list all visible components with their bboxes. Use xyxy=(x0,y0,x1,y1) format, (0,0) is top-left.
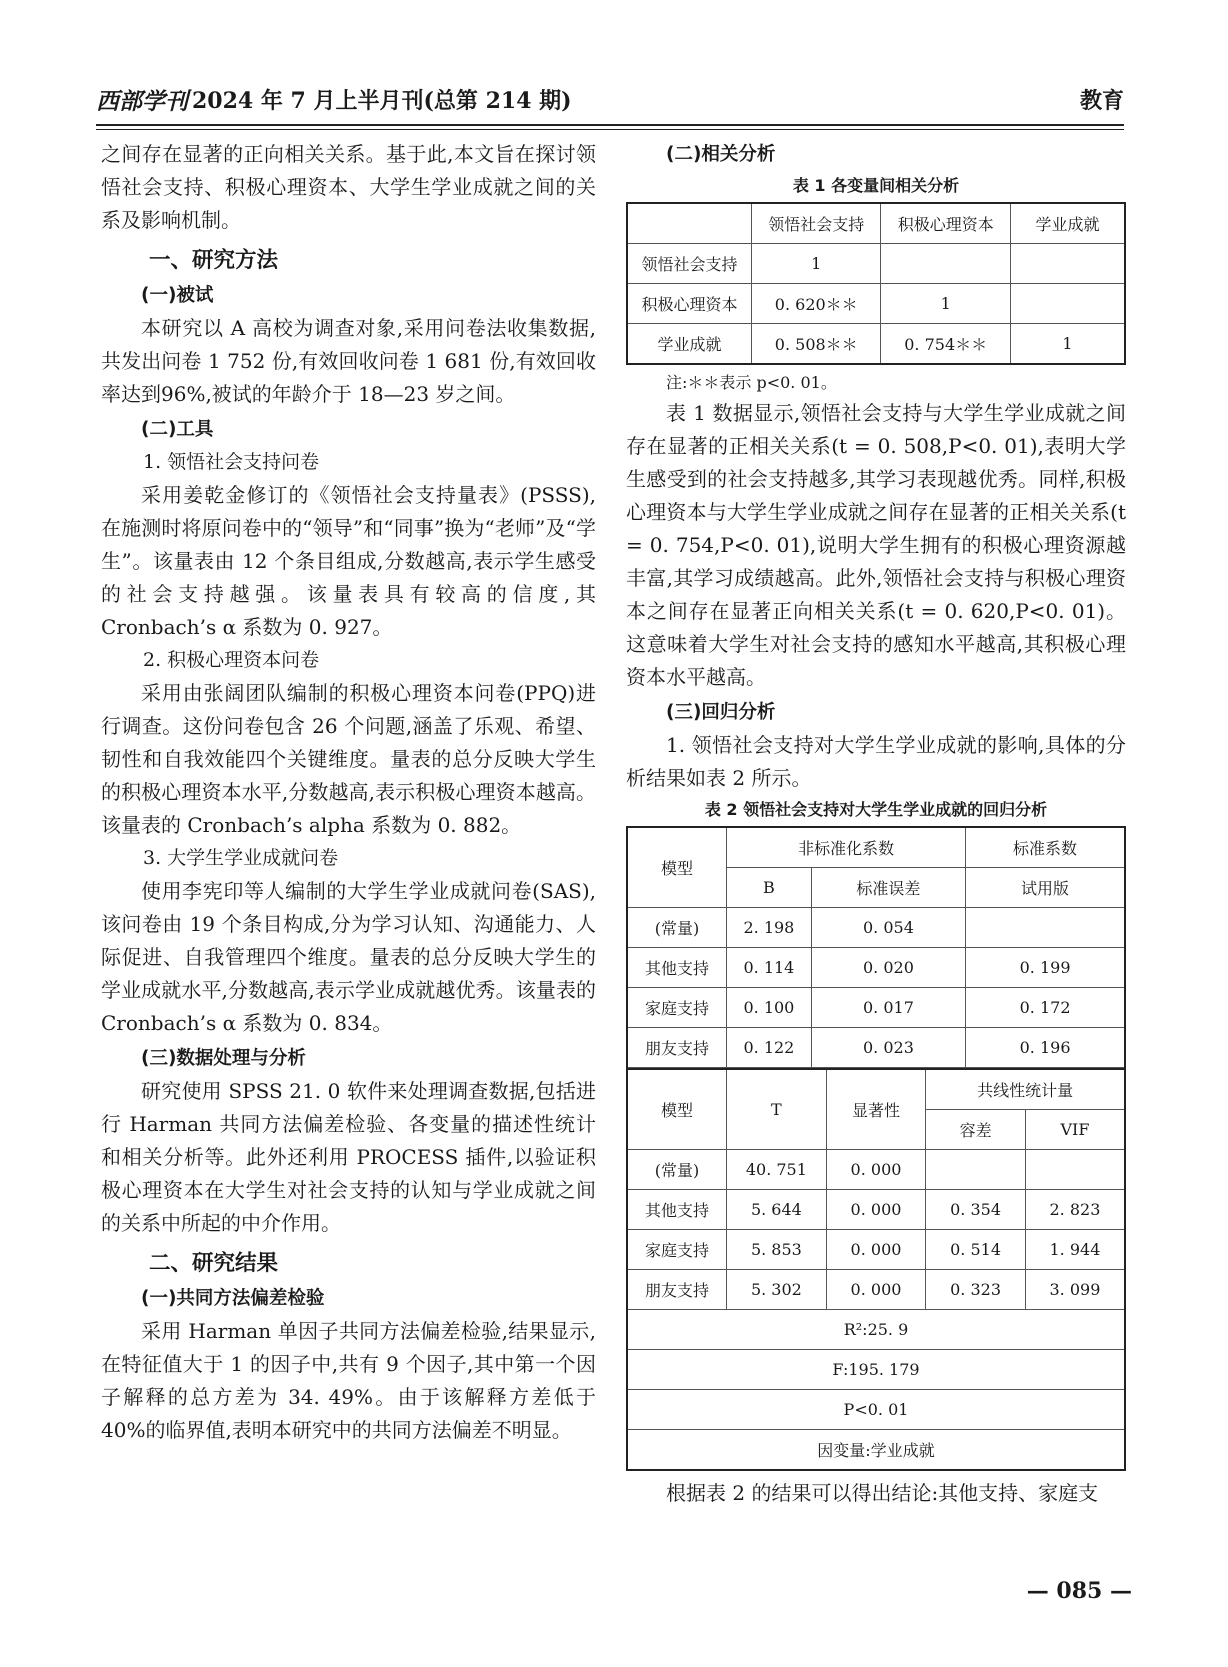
table1-caption: 表 1 各变量间相关分析 xyxy=(792,176,960,195)
table-cell xyxy=(1010,244,1125,284)
table-cell: 0. 000 xyxy=(826,1270,926,1310)
paragraph-correlation: 表 1 数据显示,领悟社会支持与大学生学业成就之间存在显著的正相关关系(t = 0. 508,P<0. 01),表明大学生感受到的社会支持越多,其学习表现越优秀。同样,积极心理资本与大学生学业成就之间存在显著的正相关关系(t = 0. 754,P<0. 01),说明大学生拥有的积极心理资源越丰富,其学习成绩越高。此外,领悟社会支持与积极心理资本之间存在显著正向相关关系(t = 0. 620,P<0. 01)。这意味着大学生对社会支持的感知水平越高,其积极心理资本水平越高。 xyxy=(626,401,1126,689)
table-cell: 领悟社会支持 xyxy=(752,203,881,244)
table-row xyxy=(627,988,1125,1028)
tool-heading-1: 1. 领悟社会支持问卷 xyxy=(143,451,320,473)
table1-note: 注:＊＊表示 p<0. 01。 xyxy=(666,373,837,392)
table-cell xyxy=(966,908,1125,948)
table-cell xyxy=(627,203,752,244)
table-cell: 试用版 xyxy=(966,868,1125,908)
table-cell: 朋友支持 xyxy=(627,1270,727,1310)
table-cell: 40. 751 xyxy=(727,1150,827,1190)
table-cell: 0. 508＊＊ xyxy=(752,324,881,365)
tool-heading-3: 3. 大学生学业成就问卷 xyxy=(143,847,339,869)
table-row-summary xyxy=(627,1390,1125,1430)
paragraph-tool-3: 使用李宪印等人编制的大学生学业成就问卷(SAS),该问卷由 19 个条目构成,分为学习认知、沟通能力、人际促进、自我管理四个维度。量表的总分反映大学生的学业成就水平,分数越高,表示学业成就越优秀。该量表的 Cronbach’s α 系数为 0. 834。 xyxy=(101,879,596,1035)
table-cell: 0. 054 xyxy=(811,908,965,948)
table-cell: 1 xyxy=(752,244,881,284)
journal-issue xyxy=(96,83,572,116)
table-row-summary xyxy=(627,1430,1125,1471)
table-cell: 2. 823 xyxy=(1025,1190,1125,1230)
paragraph-subjects: 本研究以 A 高校为调查对象,采用问卷法收集数据,共发出问卷 1 752 份,有效回收问卷 1 681 份,有效回收率达到96%,被试的年龄介于 18—23 岁之间。 xyxy=(101,316,596,406)
table-cell: 1 xyxy=(1010,324,1125,365)
table-row xyxy=(627,948,1125,988)
paragraph-method-bias: 采用 Harman 单因子共同方法偏差检验,结果显示,在特征值大于 1 的因子中,共有 9 个因子,其中第一个因子解释的总方差为 34. 49%。由于该解释方差低于 40%的临界值,表明本研究中的共同方法偏差不明显。 xyxy=(101,1319,596,1442)
p-value-cell: P<0. 01 xyxy=(627,1390,1125,1430)
issue-label: 2024 年 7 月上半月刊(总第 214 期) xyxy=(192,87,572,114)
table-row xyxy=(627,284,1125,324)
table-cell: 0. 122 xyxy=(727,1028,812,1068)
table-cell xyxy=(926,1150,1026,1190)
table-cell: 家庭支持 xyxy=(627,1230,727,1270)
paragraph-regression: 1. 领悟社会支持对大学生学业成就的影响,具体的分析结果如表 2 所示。 xyxy=(626,733,1126,790)
table-cell: 显著性 xyxy=(826,1069,926,1150)
section-label: 教育 xyxy=(1079,88,1124,114)
table-cell: 0. 754＊＊ xyxy=(881,324,1010,365)
table-row xyxy=(627,908,1125,948)
paragraph-data-analysis: 研究使用 SPSS 21. 0 软件来处理调查数据,包括进行 Harman 共同方法偏差检验、各变量的描述性统计和相关分析等。此外还利用 PROCESS 插件,以验证积极心理资本在大学生对社会支持的认知与学业成就之间的关系中所起的中介作用。 xyxy=(101,1079,596,1235)
table-cell: 容差 xyxy=(926,1110,1026,1150)
table-cell: 5. 853 xyxy=(727,1230,827,1270)
paragraph-conclusion-start: 根据表 2 的结果可以得出结论:其他支持、家庭支 xyxy=(666,1481,1099,1505)
header-rule-thin xyxy=(96,129,1124,130)
table-row xyxy=(627,1028,1125,1068)
table-cell: T xyxy=(727,1069,827,1150)
table-header-row xyxy=(627,1069,1125,1110)
section-heading-methods: 一、研究方法 xyxy=(149,248,279,273)
table-cell: 0. 100 xyxy=(727,988,812,1028)
paragraph-tool-1: 采用姜乾金修订的《领悟社会支持量表》(PSSS),在施测时将原问卷中的“领导”和“同事”换为“老师”及“学生”。该量表由 12 个条目组成,分数越高,表示学生感受的社会支持越强。该量表具有较高的信度,其 Cronbach’s α 系数为 0. 927。 xyxy=(101,483,596,639)
table-cell: 其他支持 xyxy=(627,1190,727,1230)
table-header-row xyxy=(627,203,1125,244)
subheading-correlation: (二)相关分析 xyxy=(666,144,776,165)
table-header-row xyxy=(627,827,1125,868)
page-number: — 085 — xyxy=(1026,1578,1132,1604)
header-rule-thick xyxy=(96,124,1124,126)
table-row xyxy=(627,244,1125,284)
table-cell: 0. 354 xyxy=(926,1190,1026,1230)
table-cell: 非标准化系数 xyxy=(727,827,966,868)
tool-heading-2: 2. 积极心理资本问卷 xyxy=(143,649,320,671)
table-cell: 5. 644 xyxy=(727,1190,827,1230)
paragraph-tool-2: 采用由张阔团队编制的积极心理资本问卷(PPQ)进行调查。这份问卷包含 26 个问题,涵盖了乐观、希望、韧性和自我效能四个关键维度。量表的总分反映大学生的积极心理资本水平,分数越高,表示积极心理资本越高。该量表的 Cronbach’s alpha 系数为 0. 882。 xyxy=(101,681,596,837)
table-cell: 学业成就 xyxy=(1010,203,1125,244)
table-cell: 积极心理资本 xyxy=(881,203,1010,244)
table-row-summary xyxy=(627,1350,1125,1390)
table-row-summary xyxy=(627,1310,1125,1350)
table-cell: 0. 000 xyxy=(826,1190,926,1230)
table-cell: 共线性统计量 xyxy=(926,1069,1125,1110)
table-cell: 1. 944 xyxy=(1025,1230,1125,1270)
table-cell: 标准误差 xyxy=(811,868,965,908)
table-cell xyxy=(881,244,1010,284)
table-cell: 0. 020 xyxy=(811,948,965,988)
regression-table-collinearity xyxy=(626,1068,1126,1471)
table-cell: 模型 xyxy=(627,1069,727,1150)
table-cell: 0. 172 xyxy=(966,988,1125,1028)
subheading-subjects: (一)被试 xyxy=(141,285,214,306)
table-row xyxy=(627,1230,1125,1270)
regression-table-coefficients xyxy=(626,826,1126,1068)
paragraph-intro-end: 之间存在显著的正向相关关系。基于此,本文旨在探讨领悟社会支持、积极心理资本、大学生学业成就之间的关系及影响机制。 xyxy=(101,142,596,232)
table-cell: 0. 000 xyxy=(826,1230,926,1270)
table-cell: 学业成就 xyxy=(627,324,752,365)
table-cell xyxy=(1025,1150,1125,1190)
table-row xyxy=(627,324,1125,365)
table-row xyxy=(627,1270,1125,1310)
table2-caption: 表 2 领悟社会支持对大学生学业成就的回归分析 xyxy=(704,800,1048,819)
table-cell: 领悟社会支持 xyxy=(627,244,752,284)
table-cell: 0. 514 xyxy=(926,1230,1026,1270)
table-cell: 0. 000 xyxy=(826,1150,926,1190)
correlation-table xyxy=(626,202,1126,365)
f-value-cell: F:195. 179 xyxy=(627,1350,1125,1390)
table-cell: 朋友支持 xyxy=(627,1028,727,1068)
subheading-data-analysis: (三)数据处理与分析 xyxy=(141,1048,306,1069)
subheading-tools: (二)工具 xyxy=(141,419,214,440)
table-cell: 3. 099 xyxy=(1025,1270,1125,1310)
journal-logo: 西部学刊 xyxy=(96,87,188,115)
table-cell: 0. 023 xyxy=(811,1028,965,1068)
table-cell: 积极心理资本 xyxy=(627,284,752,324)
subheading-regression: (三)回归分析 xyxy=(666,702,776,723)
table-cell: 家庭支持 xyxy=(627,988,727,1028)
section-heading-results: 二、研究结果 xyxy=(149,1251,279,1276)
table-cell: B xyxy=(727,868,812,908)
table-cell: 0. 017 xyxy=(811,988,965,1028)
table-row xyxy=(627,1150,1125,1190)
r-squared-cell: R²:25. 9 xyxy=(627,1310,1125,1350)
dependent-variable-cell: 因变量:学业成就 xyxy=(627,1430,1125,1471)
table-cell: (常量) xyxy=(627,908,727,948)
table-cell: 0. 196 xyxy=(966,1028,1125,1068)
left-column xyxy=(101,138,596,1447)
table-cell: 0. 114 xyxy=(727,948,812,988)
table-cell: 模型 xyxy=(627,827,727,908)
table-cell: (常量) xyxy=(627,1150,727,1190)
subheading-method-bias: (一)共同方法偏差检验 xyxy=(141,1288,325,1309)
running-header xyxy=(96,84,1124,114)
table-cell: VIF xyxy=(1025,1110,1125,1150)
table-row xyxy=(627,1190,1125,1230)
table-cell: 5. 302 xyxy=(727,1270,827,1310)
table-cell: 其他支持 xyxy=(627,948,727,988)
table-cell: 标准系数 xyxy=(966,827,1125,868)
table-cell: 2. 198 xyxy=(727,908,812,948)
table-cell xyxy=(1010,284,1125,324)
table-cell: 0. 620＊＊ xyxy=(752,284,881,324)
table-cell: 1 xyxy=(881,284,1010,324)
table-cell: 0. 323 xyxy=(926,1270,1026,1310)
table-cell: 0. 199 xyxy=(966,948,1125,988)
right-column xyxy=(626,138,1126,1510)
